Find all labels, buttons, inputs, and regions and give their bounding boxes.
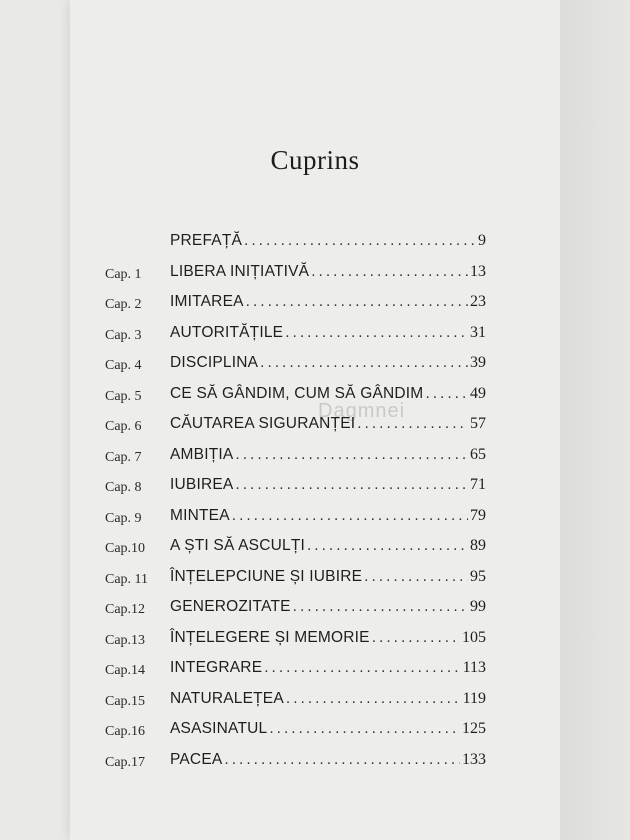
- toc-row: [0, 568, 630, 594]
- chapter-title: PREFAȚĂ: [170, 232, 243, 249]
- chapter-number: Cap. 7: [105, 449, 142, 465]
- dot-leader: [307, 537, 468, 555]
- page-number: 79: [470, 506, 486, 524]
- toc-row: [0, 751, 630, 777]
- dot-leader: [246, 293, 468, 311]
- toc-entry: [170, 324, 486, 342]
- page-number: 31: [470, 323, 486, 341]
- chapter-title: NATURALEȚEA: [170, 689, 284, 707]
- page-title: Cuprins: [270, 145, 360, 175]
- chapter-number: Cap.14: [105, 663, 146, 678]
- chapter-title: CĂUTAREA SIGURANȚEI: [170, 415, 356, 432]
- toc-entry: [170, 263, 486, 281]
- chapter-number: Cap.17: [105, 754, 146, 770]
- toc-row: [0, 598, 630, 624]
- dot-leader: [264, 659, 460, 677]
- toc-row: [0, 507, 630, 533]
- page-number: 65: [470, 445, 486, 463]
- dot-leader: [269, 720, 460, 738]
- page-number: 105: [462, 628, 486, 646]
- toc-row: [0, 659, 630, 685]
- toc-entry: [170, 751, 486, 769]
- toc-entry: [170, 720, 486, 738]
- dot-leader: [372, 629, 460, 647]
- dot-leader: [244, 232, 476, 250]
- dot-leader: [260, 354, 468, 372]
- toc-row: [0, 385, 630, 411]
- toc-entry: [170, 537, 486, 555]
- chapter-number: Cap. 2: [105, 297, 142, 312]
- chapter-number: Cap.15: [105, 693, 146, 709]
- toc-entry: [170, 690, 486, 708]
- chapter-title: LIBERA INIȚIATIVĂ: [170, 262, 310, 280]
- toc-entry: [170, 629, 486, 647]
- toc-row: [0, 232, 630, 258]
- toc-row: [0, 446, 630, 472]
- page-number: 119: [462, 689, 486, 707]
- dot-leader: [224, 751, 460, 769]
- chapter-title: IMITAREA: [170, 293, 244, 310]
- page-number: 39: [470, 354, 486, 371]
- dot-leader: [364, 568, 468, 586]
- toc-row: [0, 354, 630, 380]
- toc-row: [0, 690, 630, 716]
- toc-row: [0, 720, 630, 746]
- toc-entry: [170, 659, 486, 677]
- chapter-title: A ȘTI SĂ ASCULȚI: [170, 537, 305, 554]
- watermark: Dagmnei: [318, 400, 406, 422]
- chapter-title: AMBIȚIA: [170, 445, 234, 463]
- toc-row: [0, 293, 630, 319]
- toc-entry: [170, 446, 486, 464]
- chapter-number: Cap. 8: [105, 480, 142, 495]
- page-number: 49: [470, 384, 486, 402]
- toc-entry: [170, 354, 486, 372]
- dot-leader: [293, 598, 468, 616]
- chapter-title: AUTORITĂȚILE: [170, 323, 284, 341]
- dot-leader: [425, 385, 468, 403]
- chapter-number: Cap. 1: [105, 266, 142, 282]
- toc-entry: [170, 385, 486, 403]
- chapter-number: Cap. 5: [105, 388, 142, 404]
- chapter-number: Cap. 6: [105, 419, 142, 434]
- toc-entry: [170, 507, 486, 525]
- page-number: 57: [470, 415, 486, 432]
- chapter-title: ÎNȚELEGERE ȘI MEMORIE: [170, 628, 370, 646]
- dot-leader: [235, 446, 468, 464]
- chapter-number: Cap. 9: [105, 510, 142, 526]
- page-number: 71: [470, 476, 486, 493]
- chapter-title: GENEROZITATE: [170, 598, 291, 615]
- chapter-title: IUBIREA: [170, 476, 234, 493]
- chapter-number: Cap.16: [105, 724, 146, 739]
- chapter-number: Cap. 3: [105, 327, 142, 343]
- toc-entry: [170, 293, 486, 311]
- dot-leader: [286, 690, 461, 708]
- toc-row: [0, 476, 630, 502]
- toc-entry: [170, 415, 486, 433]
- toc-entry: [170, 476, 486, 494]
- chapter-title: PACEA: [170, 750, 223, 768]
- chapter-title: ASASINATUL: [170, 720, 268, 737]
- page-number: 125: [462, 720, 486, 737]
- page-number: 13: [470, 262, 486, 280]
- dot-leader: [235, 476, 468, 494]
- page-number: 89: [470, 537, 486, 554]
- dot-leader: [232, 507, 468, 525]
- chapter-number: Cap.12: [105, 602, 146, 617]
- toc-row: [0, 415, 630, 441]
- page-number: 133: [462, 750, 486, 768]
- toc-row: [0, 537, 630, 563]
- dot-leader: [311, 263, 468, 281]
- toc-entry: [170, 232, 486, 250]
- chapter-title: ÎNȚELEPCIUNE ȘI IUBIRE: [170, 567, 363, 585]
- chapter-title: CE SĂ GÂNDIM, CUM SĂ GÂNDIM: [170, 384, 424, 402]
- chapter-title: DISCIPLINA: [170, 354, 259, 371]
- page-number: 99: [470, 598, 486, 615]
- chapter-title: INTEGRARE: [170, 659, 263, 676]
- toc-row: [0, 629, 630, 655]
- toc-entry: [170, 598, 486, 616]
- chapter-number: Cap. 11: [105, 571, 149, 587]
- chapter-number: Cap.13: [105, 632, 146, 648]
- toc-row: [0, 263, 630, 289]
- chapter-number: Cap. 4: [105, 358, 142, 373]
- toc-row: [0, 324, 630, 350]
- chapter-title: MINTEA: [170, 506, 230, 524]
- page-number: 23: [470, 293, 486, 310]
- chapter-number: Cap.10: [105, 541, 146, 556]
- toc-entry: [170, 568, 486, 586]
- page-number: 9: [478, 232, 486, 249]
- page-number: 95: [470, 567, 486, 585]
- page-number: 113: [462, 659, 486, 676]
- dot-leader: [357, 415, 468, 433]
- dot-leader: [285, 324, 468, 342]
